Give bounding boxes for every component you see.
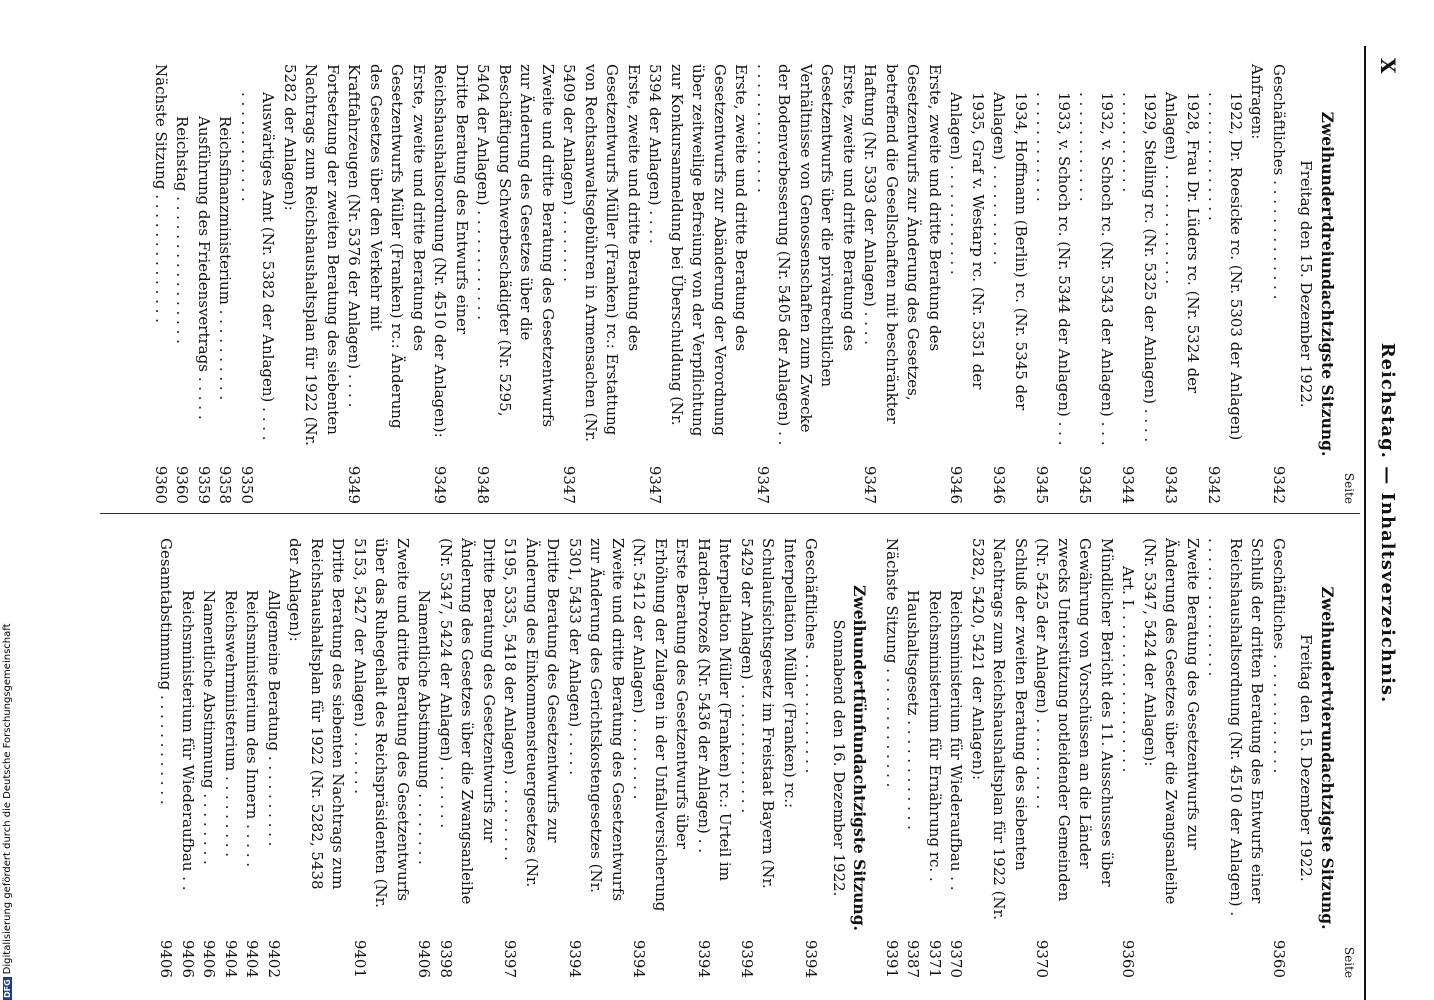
entry-text: Erste, zweite und dritte Beratung des Gesetzentwurfs Müller (Franken) rc.: Änderung des Gesetzes über den Verkehr mit Kraftfahrzeugen (Nr. 5376 der Anlagen) . . . . <box>345 64 428 429</box>
entry-text: Schluß der zweiten Beratung des siebenten Nachtrags zum Reichshaushaltsplan für 1922 (Nr. 5282, 5420, 5421 der Anlagen): <box>969 538 1030 920</box>
entry-text: 1932, v. Schoch rc. (Nr. 5343 der Anlagen) . . . . . . . . . . . . . . . <box>1076 92 1116 446</box>
entry-text: Erste, zweite und dritte Beratung des Gesetzentwurfs über die privatrechtlichen Verhältnisse von Genossenschaften zum Zwecke der Bodenverbesserung (Nr. 5405 der Anlagen) . . . . . . . . . . . . . . . . <box>754 64 858 446</box>
entry-text: Reichsministerium für Wiederaufbau . . <box>947 590 966 891</box>
entry-page-number: 9402 <box>265 939 283 978</box>
entry-text: Erste, zweite und dritte Beratung des Gesetzentwurfs zur Änderung des Gesetzes, betreffend die Gesellschaften mit beschränkter Haftung (Nr. 5393 der Anlagen) . . . . <box>861 64 944 424</box>
entry-page-number: 9346 <box>947 465 966 504</box>
entry-text: Reichsministerium des Innern . . . . . <box>243 590 262 868</box>
toc-column-right <box>155 538 1356 978</box>
toc-entry <box>472 64 558 504</box>
entry-page-number: 9394 <box>695 939 713 978</box>
entry-text: 1933, v. Schoch rc. (Nr. 5344 der Anlagen) . . . . . . . . . . . . . . . <box>1033 92 1073 446</box>
entry-text: Dritte Beratung des Gesetzentwurfs zur Änderung des Einkommensteuergesetzes (Nr. 5195, 5335, 5418 der Anlagen) . . . . . . . . . <box>501 538 563 888</box>
seite-label: Seite <box>1342 472 1356 504</box>
entry-text: 1929, Stelling rc. (Nr. 5325 der Anlagen) . . . . . . . . . . . . . . . <box>1119 92 1159 443</box>
toc-entry <box>1268 538 1290 978</box>
toc-entry <box>881 538 903 978</box>
toc-entry <box>1160 64 1203 504</box>
entry-page-number: 9347 <box>646 465 665 504</box>
entry-text: Interpellation Müller (Franken) rc.: Urteil im Harden-Prozeß (Nr. 5436 der Anlagen) . . <box>695 538 735 881</box>
funding-text: Digitalisierung gefördert durch die Deutsche Forschungsgemeinschaft <box>2 623 13 975</box>
running-title: Reichstag. — Inhaltsverzeichnis. <box>1377 342 1398 704</box>
page-header <box>1370 46 1400 1000</box>
entry-page-number: 9343 <box>1162 465 1181 504</box>
toc-entry <box>693 538 736 978</box>
entry-page-number: 9358 <box>216 465 235 504</box>
scanned-page <box>80 46 1400 1000</box>
entry-page-number: 9347 <box>560 465 579 504</box>
entry-page-number: 9345 <box>1033 465 1052 504</box>
toc-entry <box>284 538 349 978</box>
entry-page-number: 9345 <box>1076 465 1095 504</box>
session-title: Zweihundertvierundachtzigste Sitzung. <box>1318 586 1337 930</box>
entry-text: Auswärtiges Amt (Nr. 5382 der Anlagen) . . . . . . . . . . . . . . . . <box>238 92 278 441</box>
toc-entry <box>435 538 500 978</box>
toc-entry <box>859 64 945 504</box>
entry-text: Allgemeine Beratung . . . . . . . . . . <box>265 590 283 847</box>
toc-entry <box>214 64 236 504</box>
toc-entry <box>967 538 1032 978</box>
toc-entry <box>241 538 263 978</box>
toc-entry <box>279 64 344 504</box>
entry-page-number: 9360 <box>1270 939 1288 978</box>
entry-page-number: 9394 <box>802 939 821 978</box>
toc-entry <box>945 538 967 978</box>
entry-page-number: 9394 <box>566 939 584 978</box>
page-number: X <box>1376 58 1400 74</box>
toc-entry <box>198 538 220 978</box>
entry-page-number: 9360 <box>173 465 192 504</box>
entry-text: Schluß der dritten Beratung des Entwurfs einer Reichshaushaltsordnung (Nr. 4510 der Anlagen) . . . . . . . . . . . . . . . . <box>1205 538 1267 917</box>
toc-entry <box>1031 64 1074 504</box>
entry-page-number: 9406 <box>179 939 197 978</box>
toc-column-left <box>150 64 1357 504</box>
entry-text: Reichsfinanzministerium . . . . . . . . . . <box>216 116 235 401</box>
entry-text: Erste Beratung des Gesetzentwurfs über Erhöhung der Zulagen in der Unfallversicherung (Nr. 5412 der Anlagen) . . . . . . . . . <box>630 538 692 912</box>
entry-page-number: 9397 <box>501 939 520 978</box>
entry-page-number: 9370 <box>947 939 966 978</box>
entry-text: Dritte Beratung des Entwurfs einer Reichshaushaltsordnung (Nr. 4510 der Anlagen): <box>431 64 471 438</box>
entry-page-number: 9342 <box>1270 465 1288 504</box>
entry-page-number: 9360 <box>1119 939 1138 978</box>
entry-text: Erste, zweite und dritte Beratung des Gesetzentwurfs zur Abänderung der Verordnung über zeitweilige Befreiung von der Verpflichtung zur Konkursanmeldung bei Überschuldung (Nr. 5394 der Anlagen) . . . . <box>646 64 751 437</box>
toc-entry <box>429 64 472 504</box>
toc-entry <box>220 538 242 978</box>
entry-text: Dritte Beratung des Gesetzentwurfs zur Änderung des Gesetzes über die Zwangsanleihe (Nr. 5347, 5424 der Anlagen) . . . . . . . <box>437 538 498 905</box>
entry-text: Gesamtabstimmung . . . . . . . . . . . . <box>157 538 176 805</box>
toc-entry <box>1117 64 1160 504</box>
entry-text: Zweite und dritte Beratung des Gesetzentwurfs zur Änderung des Gesetzes über die Beschäftigung Schwerbeschädigter (Nr. 5295, 5404 der Anlagen) . . . . . . . . . . . . <box>474 64 557 428</box>
toc-entry <box>171 64 193 504</box>
session-date: Sonnabend den 16. Dezember 1922. <box>830 619 848 897</box>
entry-text: Erste, zweite und dritte Beratung des Gesetzentwurfs Müller (Franken) rc.: Erstattung von Rechtsanwaltsgebühren in Armensachen (Nr. 5409 der Anlagen) . . . . . . . . <box>560 64 643 442</box>
session-title: Zweihundertdreiundachtzigste Sitzung. <box>1318 111 1337 457</box>
entry-text: 1935, Graf v. Westarp rc. (Nr. 5351 der Anlagen) . . . . . . . . . . . . <box>947 92 987 390</box>
entry-text: Reichstag . . . . . . . . . . . . . . . . <box>173 116 192 344</box>
entry-text: Dritte Beratung des siebenten Nachtrags zum Reichshaushaltsplan für 1922 (Nr. 5282, 5438 der Anlagen): <box>286 538 348 890</box>
entry-page-number: 9349 <box>431 465 450 504</box>
column-divider <box>100 513 1360 514</box>
toc-entry <box>988 64 1031 504</box>
entry-page-number: 9406 <box>415 939 434 978</box>
entry-text: Nächste Sitzung . . . . . . . . . . . . . <box>883 538 901 788</box>
entry-text: Reichswehrministerium . . . . . . . . . <box>222 590 240 858</box>
toc-entry <box>644 64 752 504</box>
session-date: Freitag den 15. Dezember 1922. <box>1297 634 1316 882</box>
toc-entry <box>736 538 801 978</box>
session-date: Freitag den 15. Dezember 1922. <box>1297 160 1316 408</box>
toc-entry <box>177 538 199 978</box>
entry-page-number: 9371 <box>926 939 944 978</box>
entry-text: Anfragen: <box>1248 64 1267 140</box>
entry-page-number: 9347 <box>861 465 880 504</box>
toc-entries <box>150 64 1290 504</box>
entry-page-number: 9394 <box>738 939 756 978</box>
entry-text: Zweite und dritte Beratung des Gesetzentwurfs über das Ruhegehalt des Reichspräsidenten (Nr. 5153, 5427 der Anlagen) . . . . . . . <box>351 538 412 908</box>
entry-text: Reichsministerium für Ernährung rc. . <box>926 590 944 882</box>
entry-text: Zweite und dritte Beratung des Gesetzentwurfs zur Änderung des Gerichtskostengesetzes (Nr. 5301, 5433 der Anlagen) . . . . . <box>566 538 627 902</box>
entry-text: Fortsetzung der zweiten Beratung des siebenten Nachtrags zum Reichshaushaltsplan für 1922 (Nr. 5282 der Anlagen): <box>281 64 342 446</box>
entry-text: Geschäftliches . . . . . . . . . . . . . <box>1270 64 1288 300</box>
toc-entry <box>263 538 285 978</box>
entry-text: Geschäftliches . . . . . . . . . . . . . <box>802 538 821 774</box>
entry-page-number: 9347 <box>754 465 772 504</box>
toc-entry <box>150 64 172 504</box>
entry-text: Ausführung des Friedensvertrags . . . . . <box>195 116 213 420</box>
toc-entry <box>1203 538 1268 978</box>
entry-text: Haushaltsgesetz . . . . . . . . . . . . <box>904 590 923 830</box>
toc-entry <box>1203 64 1246 504</box>
session-title: Zweihundertfünfundachtzigste Sitzung. <box>850 585 870 931</box>
entry-page-number: 9404 <box>222 939 240 978</box>
toc-entry <box>564 538 629 978</box>
entry-text: Mündlicher Bericht des 11. Ausschusses über Gewährung von Vorschüssen an die Länder zwecks Unterstützung notleidender Gemeinden (Nr. 5425 der Anlagen) . . . . . . . . . . <box>1033 538 1116 902</box>
toc-entry <box>1246 64 1268 504</box>
toc-entry <box>924 538 946 978</box>
toc-entry <box>945 64 988 504</box>
entry-text: Namentliche Abstimmung . . . . . . . . <box>415 590 434 865</box>
entry-text: 1928, Frau Dr. Lüders rc. (Nr. 5324 der Anlagen) . . . . . . . . . . . . . <box>1162 92 1202 394</box>
entry-text: 1934, Hoffmann (Berlin) rc. (Nr. 5345 der Anlagen) . . . . . . . . . . . <box>990 92 1030 411</box>
toc-entry <box>236 64 279 504</box>
toc-entries <box>155 538 1289 978</box>
toc-entry <box>1031 538 1117 978</box>
toc-entry <box>558 64 644 504</box>
toc-entry <box>1117 538 1139 978</box>
toc-entry <box>343 64 429 504</box>
toc-entry <box>499 538 564 978</box>
entry-page-number: 9348 <box>474 465 493 504</box>
entry-page-number: 9346 <box>990 465 1009 504</box>
entry-page-number: 9406 <box>200 939 219 978</box>
entry-page-number: 9406 <box>157 939 176 978</box>
toc-entry <box>349 538 414 978</box>
entry-text: Reichsministerium für Wiederaufbau . . <box>179 590 197 891</box>
toc-entry <box>413 538 435 978</box>
entry-text: Art. I. . . . . . . . . . . . . . . . . . <box>1119 566 1138 773</box>
entry-page-number: 9391 <box>883 939 901 978</box>
entry-page-number: 9404 <box>243 939 262 978</box>
entry-page-number: 9387 <box>904 939 923 978</box>
dfg-funding-note <box>2 610 20 1000</box>
entry-text: Zweite Beratung des Gesetzentwurfs zur Änderung des Gesetzes über die Zwangsanleihe (Nr. 5347, 5424 der Anlagen): <box>1141 538 1202 905</box>
toc-entry <box>193 64 215 504</box>
dfg-logo: DFG <box>3 979 12 998</box>
entry-text: 1922, Dr. Roesicke rc. (Nr. 5303 der Anlagen) . . . . . . . . . . . . . . <box>1205 92 1245 441</box>
entry-page-number: 9370 <box>1033 939 1052 978</box>
entry-page-number: 9394 <box>630 939 649 978</box>
entry-page-number: 9359 <box>195 465 213 504</box>
entry-page-number: 9360 <box>152 465 170 504</box>
entry-page-number: 9344 <box>1119 465 1138 504</box>
toc-entry <box>1074 64 1117 504</box>
entry-text: Nächste Sitzung . . . . . . . . . . . . . . <box>152 64 170 323</box>
entry-page-number: 9398 <box>437 939 455 978</box>
entry-page-number: 9342 <box>1205 465 1224 504</box>
seite-label: Seite <box>1342 946 1356 978</box>
toc-entry <box>155 538 177 978</box>
toc-entry <box>1268 64 1290 504</box>
toc-entry <box>800 538 822 978</box>
header-rule <box>1364 46 1366 1000</box>
toc-entry <box>1139 538 1204 978</box>
toc-entry <box>752 64 860 504</box>
entry-page-number: 9349 <box>345 465 364 504</box>
entry-page-number: 9350 <box>238 465 256 504</box>
entry-text: Namentliche Abstimmung . . . . . . . . <box>200 590 219 865</box>
toc-entry <box>902 538 924 978</box>
entry-text: Interpellation Müller (Franken) rc.: Schulaufsichtsgesetz im Freistaat Bayern (Nr. 5429 der Anlagen) . . . . . . . . . . . . . . <box>738 538 799 889</box>
entry-text: Geschäftliches . . . . . . . . . . . . . <box>1270 538 1288 774</box>
toc-entry <box>628 538 693 978</box>
entry-page-number: 9401 <box>351 939 369 978</box>
